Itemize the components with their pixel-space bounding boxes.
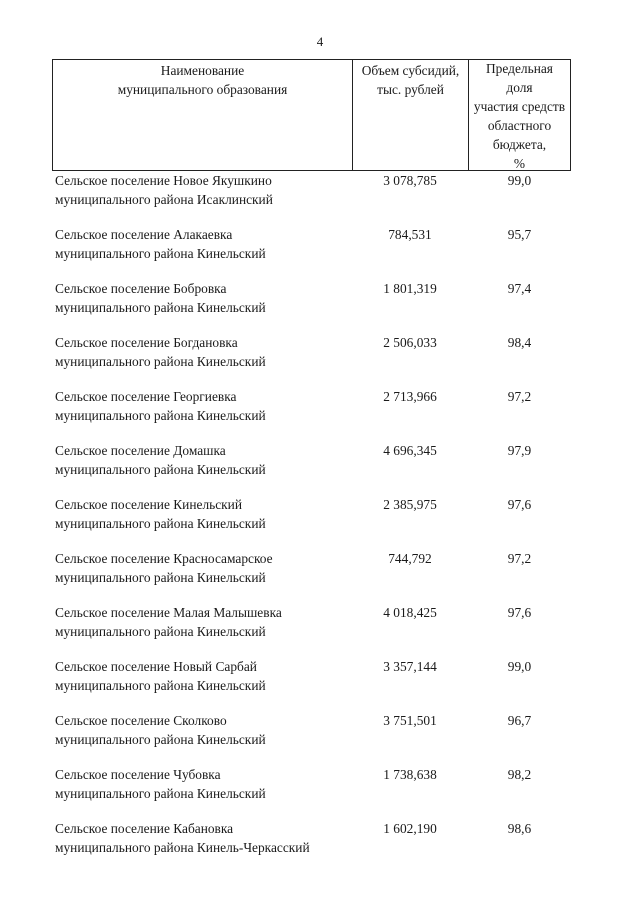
budget-share: 99,0 xyxy=(507,173,532,188)
municipality-name-line: муниципального района Кинельский xyxy=(55,516,266,531)
header-amount-line: тыс. рублей xyxy=(377,82,444,97)
municipality-name xyxy=(55,495,355,533)
budget-share: 98,6 xyxy=(507,821,532,836)
header-share-column xyxy=(469,59,570,173)
municipality-name xyxy=(55,711,355,749)
subsidy-amount: 2 506,033 xyxy=(383,335,437,350)
budget-share: 97,6 xyxy=(507,497,532,512)
subsidy-amount: 2 713,966 xyxy=(383,389,437,404)
municipality-name xyxy=(55,387,355,425)
municipality-name-line: Сельское поселение Малая Малышевка xyxy=(55,605,282,620)
municipality-name xyxy=(55,657,355,695)
municipality-name-line: Сельское поселение Георгиевка xyxy=(55,389,237,404)
subsidy-amount: 3 751,501 xyxy=(383,713,437,728)
subsidy-amount: 4 018,425 xyxy=(383,605,437,620)
budget-share: 96,7 xyxy=(507,713,532,728)
table-row xyxy=(0,387,640,427)
municipality-name-line: муниципального района Кинельский xyxy=(55,786,266,801)
municipality-name-line: муниципального района Кинельский xyxy=(55,300,266,315)
municipality-name xyxy=(55,819,355,857)
table-row xyxy=(0,441,640,481)
header-name-line: муниципального образования xyxy=(117,82,288,97)
budget-share: 99,0 xyxy=(507,659,532,674)
budget-share: 98,2 xyxy=(507,767,532,782)
municipality-name-line: Сельское поселение Красносамарское xyxy=(55,551,273,566)
municipality-name xyxy=(55,279,355,317)
subsidy-amount: 3 078,785 xyxy=(383,173,437,188)
table-row xyxy=(0,333,640,373)
header-amount-column xyxy=(353,61,468,99)
subsidy-amount: 744,792 xyxy=(388,551,432,566)
subsidy-amount: 4 696,345 xyxy=(383,443,437,458)
header-amount-line: Объем субсидий, xyxy=(361,63,460,78)
municipality-name xyxy=(55,225,355,263)
municipality-name-line: муниципального района Кинель-Черкасский xyxy=(55,840,310,855)
header-name-column xyxy=(53,61,352,99)
municipality-name xyxy=(55,333,355,371)
budget-share: 97,4 xyxy=(507,281,532,296)
subsidy-amount: 3 357,144 xyxy=(383,659,437,674)
header-right-border xyxy=(570,59,571,171)
municipality-name xyxy=(55,603,355,641)
municipality-name-line: Сельское поселение Сколково xyxy=(55,713,227,728)
municipality-name-line: муниципального района Исаклинский xyxy=(55,192,273,207)
table-row xyxy=(0,549,640,589)
page-number: 4 xyxy=(316,34,324,49)
subsidy-amount: 2 385,975 xyxy=(383,497,437,512)
table-row xyxy=(0,603,640,643)
table-row xyxy=(0,711,640,751)
municipality-name-line: муниципального района Кинельский xyxy=(55,570,266,585)
municipality-name-line: муниципального района Кинельский xyxy=(55,246,266,261)
municipality-name-line: муниципального района Кинельский xyxy=(55,408,266,423)
municipality-name xyxy=(55,171,355,209)
municipality-name-line: муниципального района Кинельский xyxy=(55,354,266,369)
table-row xyxy=(0,765,640,805)
municipality-name-line: муниципального района Кинельский xyxy=(55,624,266,639)
municipality-name xyxy=(55,765,355,803)
header-name-line: Наименование xyxy=(160,63,245,78)
table-row xyxy=(0,171,640,211)
budget-share: 97,9 xyxy=(507,443,532,458)
municipality-name xyxy=(55,549,355,587)
municipality-name-line: Сельское поселение Домашка xyxy=(55,443,226,458)
municipality-name-line: муниципального района Кинельский xyxy=(55,462,266,477)
subsidy-amount: 1 738,638 xyxy=(383,767,437,782)
table-row xyxy=(0,819,640,859)
header-share-line: Предельная xyxy=(486,61,553,76)
municipality-name-line: Сельское поселение Алакаевка xyxy=(55,227,233,242)
municipality-name-line: Сельское поселение Чубовка xyxy=(55,767,221,782)
budget-share: 97,6 xyxy=(507,605,532,620)
table-row xyxy=(0,225,640,265)
municipality-name-line: Сельское поселение Бобровка xyxy=(55,281,227,296)
municipality-name-line: Сельское поселение Богдановка xyxy=(55,335,238,350)
subsidy-amount: 784,531 xyxy=(388,227,432,242)
header-share-line: % xyxy=(513,156,526,171)
budget-share: 97,2 xyxy=(507,551,532,566)
table-row xyxy=(0,279,640,319)
budget-share: 98,4 xyxy=(507,335,532,350)
header-share-line: бюджета, xyxy=(492,137,547,152)
table-header xyxy=(52,59,571,171)
budget-share: 95,7 xyxy=(507,227,532,242)
table-row xyxy=(0,495,640,535)
municipality-name-line: Сельское поселение Кинельский xyxy=(55,497,243,512)
municipality-name-line: Сельское поселение Новое Якушкино xyxy=(55,173,272,188)
subsidy-amount: 1 801,319 xyxy=(383,281,437,296)
table-row xyxy=(0,657,640,697)
subsidy-amount: 1 602,190 xyxy=(383,821,437,836)
budget-share: 97,2 xyxy=(507,389,532,404)
municipality-name-line: Сельское поселение Кабановка xyxy=(55,821,234,836)
header-share-line: участия средств xyxy=(473,99,566,114)
header-share-line: доля xyxy=(506,80,533,95)
municipality-name-line: Сельское поселение Новый Сарбай xyxy=(55,659,257,674)
municipality-name xyxy=(55,441,355,479)
municipality-name-line: муниципального района Кинельский xyxy=(55,732,266,747)
header-share-line: областного xyxy=(487,118,552,133)
municipality-name-line: муниципального района Кинельский xyxy=(55,678,266,693)
